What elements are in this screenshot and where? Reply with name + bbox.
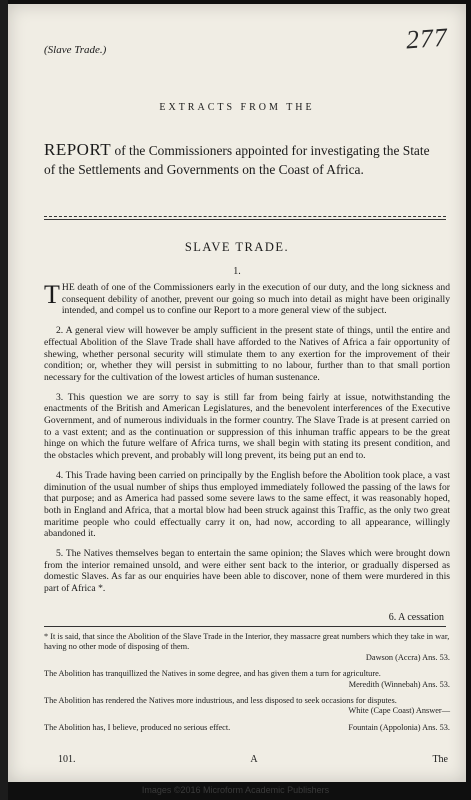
title-rule [44, 219, 446, 220]
footnote-source: Meredith (Winnebah) Ans. 53. [348, 679, 450, 689]
handwritten-folio-number: 277 [405, 22, 449, 55]
paragraph-5: 5. The Natives themselves began to entertain the same opinion; the Slaves which were brought down from the interior remained unsold, and were either sent back to the interior, or gradually dispersed as domestic Slaves. As far as our enquiries have been able to discover, none of them were murdered in this part of Africa *. [44, 548, 450, 595]
running-header: (Slave Trade.) [44, 44, 107, 56]
footnote-text: The Abolition has rendered the Natives more industrious, and less disposed to seek occasions for disputes. [44, 696, 397, 706]
signature-line [58, 754, 448, 765]
page-number: 101. [58, 754, 76, 765]
footnote-source: Dawson (Accra) Ans. 53. [365, 652, 450, 662]
publisher-watermark: Images ©2016 Microform Academic Publishers [141, 785, 330, 795]
footnote [44, 669, 450, 690]
paragraph-2: 2. A general view will however be amply sufficient in the present state of things, until the entire and effectual Abolition of the Slave Trade shall have afforded to the Natives of Africa a fair opportunity of shewing, whether personal security will stimulate them to any exertion for the improvement of their condition; or, whether they will persist in submitting to no labour, further than to that small portion necessary for the cultivation of the lowest articles of human sustenance. [44, 325, 450, 383]
report-title-rest: of the Commissioners appointed for investigating the State of the Settlements and Governments on the Coast of Africa. [44, 143, 430, 177]
ornamental-rule [44, 216, 446, 217]
section-title: SLAVE TRADE. [184, 240, 290, 254]
paragraph-1 [44, 282, 450, 317]
footnote-text: The Abolition has tranquillized the Natives in some degree, and has given them a turn for agriculture. [44, 669, 381, 679]
footnotes [44, 632, 450, 739]
footnote-text: * It is said, that since the Abolition of the Slave Trade in the Interior, they massacre great numbers which they take in war, having no other mode of disposing of them. [44, 632, 450, 652]
report-title [44, 140, 442, 179]
paragraph-1-text: HE death of one of the Commissioners early in the execution of our duty, and the long sickness and consequent debility of another, prevent our going so much into detail as might have been originally intended, and compel us to confine our Report to a more general view of the subject. [61, 282, 450, 317]
catchword: 6. A cessation [388, 612, 444, 623]
footnote [44, 696, 450, 717]
binding-edge [0, 0, 8, 800]
document-page [8, 4, 466, 782]
bottom-catchword: The [432, 754, 448, 765]
footnote-rule [44, 626, 446, 627]
footnote-text: The Abolition has, I believe, produced no serious effect. [44, 722, 231, 732]
paragraph-3: 3. This question we are sorry to say is still far from being fairly at issue, notwithstanding the enactments of the British and American Legislatures, and the benevolent interferences of the Executive Government, and of numerous individuals in the former country. The Slave Trade is at present carried on to a vast extent; and as the continuation or suppression of this inhuman traffic appears to be the great hinge on which the future welfare of Africa turns, we shall begin with stating its present condition, and the obstacles which prevent, and probably will long prevent, its being put an end to. [44, 391, 450, 462]
report-title-lead: REPORT [44, 140, 112, 159]
extracts-heading: EXTRACTS FROM THE [159, 102, 315, 113]
drop-cap: T [44, 280, 60, 309]
footnote-source: White (Cape Coast) Answer— [348, 706, 450, 716]
signature-mark: A [250, 754, 258, 765]
footnote [44, 632, 450, 663]
footnote-source: Fountain (Appolonia) Ans. 53. [348, 722, 450, 732]
footnote [44, 723, 450, 733]
body-text [44, 282, 450, 603]
section-number: 1. [233, 266, 241, 277]
paragraph-4: 4. This Trade having been carried on principally by the English before the Abolition took place, a vast diminution of the usual number of ships thus employed immediately followed the passing of the laws for that purpose; and as America had passed some severe laws to the same effect, it was reasonably hoped, both in England and Africa, that a mortal blow had been struck against this Traffic, as the only two great maritime people who could effectually carry it on, had now, according to all appearance, willingly abandoned it. [44, 469, 450, 540]
